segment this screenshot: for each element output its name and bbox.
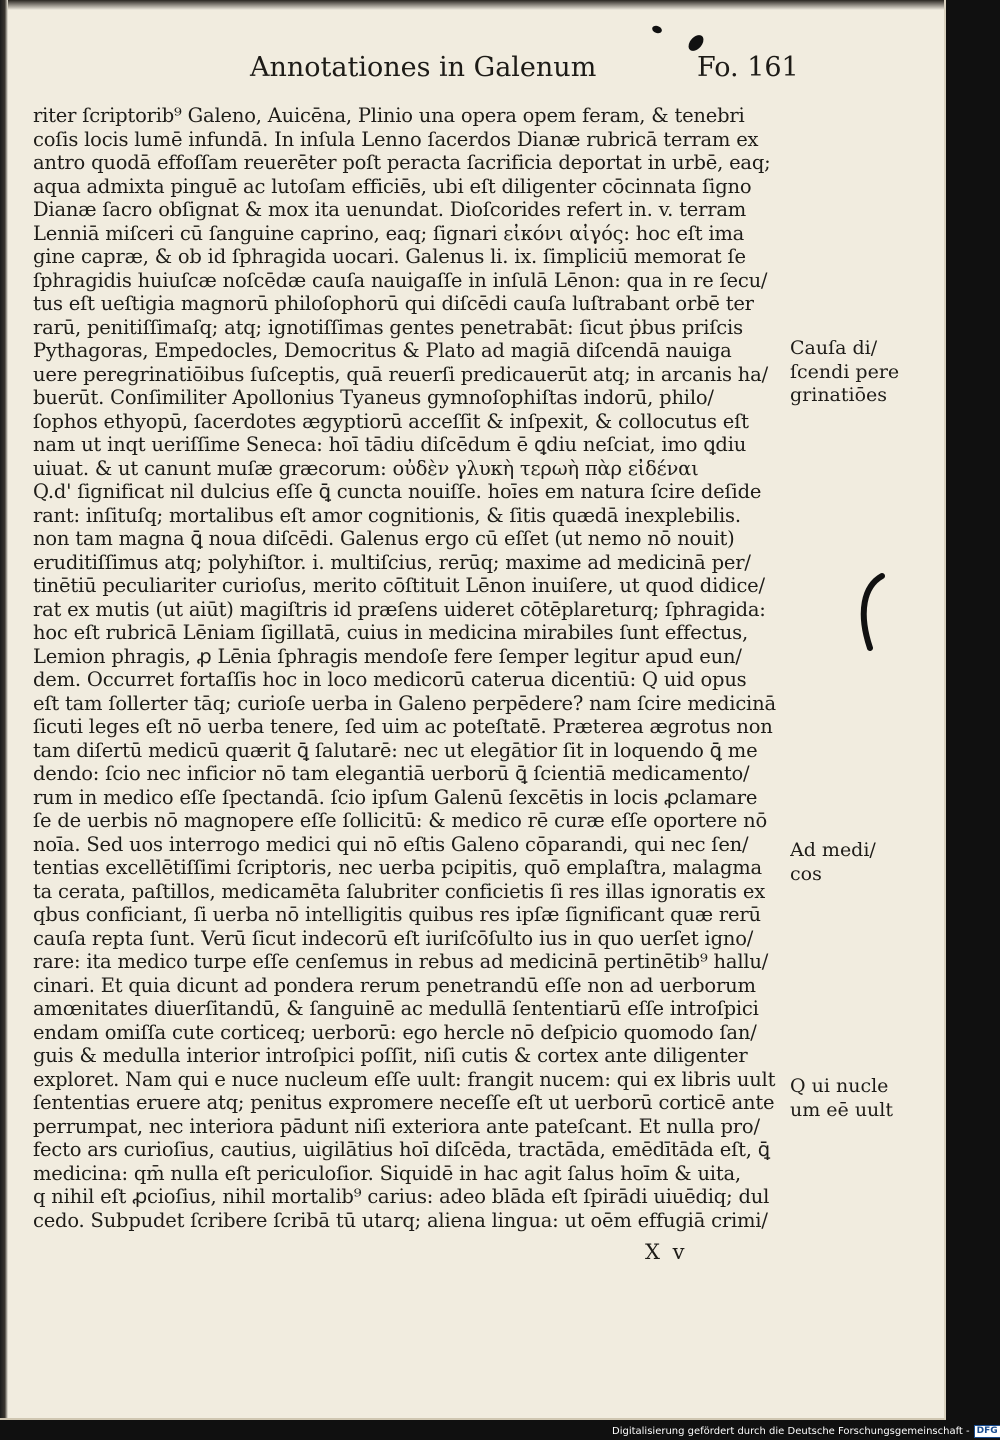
text-line: guis & medulla interior introſpici poſſit, niſi cutis & cortex ante diligenter bbox=[33, 1044, 748, 1067]
text-line: gine capræ, & ob id ſphragida uocari. Galenus li. ix. ſimpliciū memorat ſe bbox=[33, 245, 746, 268]
main-text-block bbox=[33, 104, 793, 1232]
text-line: ſophos ethyopū, ſacerdotes ægyptiorū acceſſit & inſpexit, & collocutus eſt bbox=[33, 409, 749, 433]
ink-blot-mark bbox=[686, 32, 705, 54]
text-line: medicina: qm̄ nulla eſt periculoſior. Siquidē in hac agit ſalus hoīm & uita, bbox=[33, 1161, 741, 1185]
text-line: rarū, penitiſſimaſq; atq; ignotiſſimas gentes penetrabāt: ſicut ṗbus priſcis bbox=[33, 315, 743, 339]
text-line: ſe de uerbis nō magnopere eſſe ſollicitū: & medico rē curæ eſſe oportere nō bbox=[33, 809, 767, 832]
page-gutter-edge bbox=[0, 0, 8, 1418]
text-line: perrumpat, nec interiora pādunt niſi exteriora ante pateſcant. Et nulla pro/ bbox=[33, 1114, 760, 1138]
margin-note-line: Cauſa di/ bbox=[790, 337, 878, 359]
text-line: tam diſertū medicū quærit ꝗ̄ ſalutarē: nec ut elegātior ſit in loquendo ꝗ̄ me bbox=[33, 738, 758, 762]
text-line: fecto ars curioſius, cautius, uigilātius hoī diſcēda, tractāda, emēdītāda eſt, ꝗ̄ bbox=[33, 1138, 770, 1161]
text-line: tentias excellētiſſimi ſcriptoris, nec uerba pcipitis, quō emplaſtra, malagma bbox=[33, 856, 762, 879]
text-line: ſententias eruere atq; penitus expromere neceſſe eſt ut uerborū corticē ante bbox=[33, 1091, 775, 1114]
text-line: eruditiſſimus atq; polyhiſtor. i. multiſcius, rerūq; maxime ad medicinā per/ bbox=[33, 550, 751, 574]
text-line: cauſa repta ſunt. Verū ſicut indecorū eſt iuriſcōſulto ius in quo uerſet igno/ bbox=[33, 926, 754, 950]
text-line: dem. Occurret fortaſſis hoc in loco medicorū caterua dicentiū: Q uid opus bbox=[33, 668, 747, 691]
text-line: Lemion phragis, ꝓ Lēnia ſphragis mendoſe fere ſemper legitur apud eun/ bbox=[33, 644, 742, 668]
margin-note bbox=[790, 1075, 940, 1122]
text-line: aqua admixta pinguē ac lutoſam efficiēs, ubi eſt diligenter cōcinnata ſigno bbox=[33, 174, 752, 198]
text-line: Q.d' ſignificat nil dulcius eſſe ꝗ̄ cuncta nouiſſe. hoīes em natura ſcire deſide bbox=[33, 480, 762, 503]
margin-note-line: Ad medi/ bbox=[790, 839, 876, 861]
text-line: dendo: ſcio nec inficior nō tam elegantiā uerborū ꝗ̄ ſcientiā medicamento/ bbox=[33, 762, 750, 785]
margin-note-line: um eē uult bbox=[790, 1098, 894, 1121]
text-line: noīa. Sed uos interrogo medici qui nō eſtis Galeno cōparandi, qui nec ſen/ bbox=[33, 832, 749, 856]
text-line: tus eſt ueſtigia magnorū philoſophorū qui diſcēdi cauſa luſtrabant orbē ter bbox=[33, 292, 754, 315]
margin-note-line: grinatiōes bbox=[790, 384, 888, 406]
text-line: q nihil eſt ꝓcioſius, nihil mortalib⁹ carius: adeo blāda eſt ſpirādi uiuēdiq; dul bbox=[33, 1185, 770, 1208]
text-line: riter ſcriptorib⁹ Galeno, Auicēna, Plinio una opera opem feram, & tenebri bbox=[33, 104, 745, 127]
text-line: tinētiū peculiariter curioſus, merito cōſtituit Lēnon inuiſere, ut quod didice/ bbox=[33, 574, 765, 597]
signature-mark: X v bbox=[645, 1240, 688, 1264]
text-line: uiuat. & ut canunt muſæ græcorum: οὐδὲν γλυκὴ τερωὴ πὰρ εἰδέναι bbox=[33, 456, 699, 480]
margin-note bbox=[790, 337, 940, 408]
text-line: coſis locis lumē infundā. In inſula Lenno ſacerdos Dianæ rubricā terram ex bbox=[33, 127, 759, 151]
footer-credit: Digitalisierung gefördert durch die Deutsche Forschungsgemeinschaft - bbox=[612, 1425, 970, 1437]
text-line: uere peregrinatiōibus ſuſceptis, quā reuerſi predicauerūt atq; in arcanis ha/ bbox=[33, 362, 768, 386]
margin-note bbox=[790, 839, 940, 886]
text-line: rum in medico eſſe ſpectandā. ſcio ipſum Galenū ſexcētis in locis ꝓclamare bbox=[33, 785, 758, 809]
text-line: eſt tam ſollerter tāq; curioſe uerba in Galeno perpēdere? nam ſcire medicinā bbox=[33, 691, 776, 715]
text-line: hoc eſt rubricā Lēniam ſigillatā, cuius in medicina mirabiles ſunt effectus, bbox=[33, 621, 748, 644]
text-line: amœnitates diuerſitandū, & ſanguinē ac medullā ſententiarū eſſe introſpici bbox=[33, 997, 759, 1020]
text-line: exploret. Nam qui e nuce nucleum eſſe uult: frangit nucem: qui ex libris uult bbox=[33, 1067, 776, 1091]
margin-note-line: Q ui nucle bbox=[790, 1075, 889, 1097]
text-line: ſphragidis huiuſcæ noſcēdæ cauſa nauigaſſe in inſulā Lēnon: qua in re ſecu/ bbox=[33, 268, 768, 292]
page-top-shadow bbox=[0, 0, 944, 10]
text-line: rant: inſituſq; mortalibus eſt amor cognitionis, & ſitis quædā inexplebilis. bbox=[33, 503, 741, 527]
text-line: Pythagoras, Empedocles, Democritus & Plato ad magiā diſcendā nauiga bbox=[33, 339, 732, 362]
text-line: Dianæ ſacro obſignat & mox ita uenundat. Dioſcorides refert in. v. terram bbox=[33, 198, 747, 221]
text-line: endam omiſſa cute corticeq; uerborū: ego hercle nō deſpicio quomodo ſan/ bbox=[33, 1020, 757, 1044]
handwritten-bracket-mark bbox=[852, 572, 892, 652]
text-line: antro quodā effoſſam reuerēter poſt peracta ſacrificia deportat in urbē, eaq; bbox=[33, 151, 771, 174]
text-line: nam ut inqt ueriſſime Seneca: hoī tādiu diſcēdum ē ꝗdiu neſciat, imo ꝗdiu bbox=[33, 433, 747, 456]
ink-blot-mark bbox=[651, 25, 663, 35]
text-line: cedo. Subpudet ſcribere ſcribā tū utarq; aliena lingua: ut oēm effugiā crimi/ bbox=[33, 1208, 768, 1232]
margin-note-line: ſcendi pere bbox=[790, 360, 900, 383]
margin-note-line: cos bbox=[790, 862, 822, 885]
digitization-footer bbox=[612, 1424, 1000, 1438]
text-line: rare: ita medico turpe eſſe cenſemus in rebus ad medicinā pertinētib⁹ hallu/ bbox=[33, 950, 769, 973]
folio-number: Fo. 161 bbox=[697, 52, 799, 83]
text-line: non tam magna ꝗ̄ noua diſcēdi. Galenus ergo cū eſſet (ut nemo nō nouit) bbox=[33, 527, 735, 550]
text-line: qbus conficiant, ſi uerba nō intelligitis quibus res ipſæ ſignificant quæ rerū bbox=[33, 903, 761, 926]
text-line: ta cerata, paſtillos, medicamēta ſalubriter conficietis ſi res illas ignoratis ex bbox=[33, 879, 765, 903]
text-line: cinari. Et quia dicunt ad pondera rerum penetrandū eſſe non ad uerborum bbox=[33, 973, 756, 997]
running-title: Annotationes in Galenum bbox=[250, 52, 597, 83]
text-line: Lenniā miſceri cū ſanguine caprino, eaq; ſignari εἰκόνι αἰγός: hoc eſt ima bbox=[33, 221, 745, 245]
text-line: rat ex mutis (ut aiūt) magiſtris id præſens uideret cōtēplareturq; ſphragida: bbox=[33, 597, 766, 621]
text-line: ſicuti leges eſt nō uerba tenere, ſed uim ac poteſtatē. Præterea ægrotus non bbox=[33, 715, 773, 738]
text-line: buerūt. Conſimiliter Apollonius Tyaneus gymnoſophiſtas indorū, philo/ bbox=[33, 386, 714, 409]
dfg-logo: DFG bbox=[974, 1425, 1000, 1438]
